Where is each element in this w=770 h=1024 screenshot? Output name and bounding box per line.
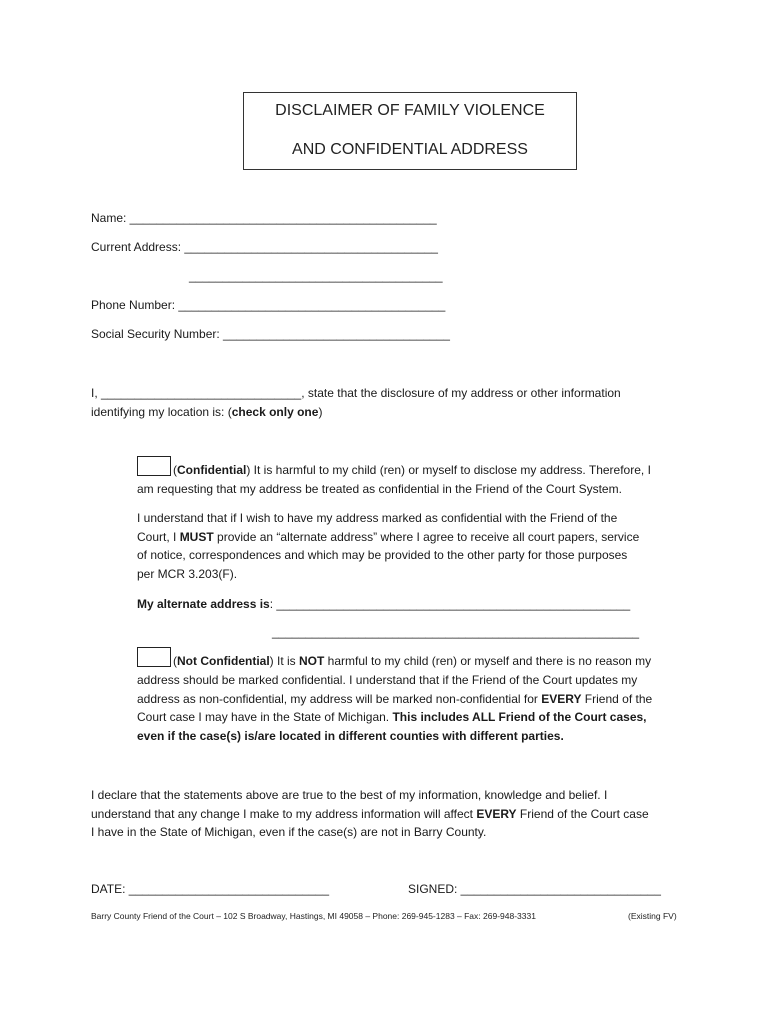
name-field[interactable]: Name: ______________________________________________ bbox=[91, 211, 437, 225]
declaration-line-2 bbox=[91, 805, 649, 824]
not-confidential-line-4-bold: This includes ALL Friend of the Court cases, bbox=[392, 710, 647, 724]
not-confidential-line-3-a: address as non-confidential, my address will be marked non-confidential for bbox=[137, 691, 542, 706]
not-confidential-paragraph bbox=[137, 671, 652, 745]
confidential-p2-line-1: I understand that if I wish to have my address marked as confidential with the Friend of the bbox=[137, 511, 618, 525]
not-confidential-line-1 bbox=[173, 652, 651, 671]
alternate-address-line-2[interactable]: _______________________________________________________ bbox=[272, 625, 640, 639]
statement-line-2-text: identifying my location is: ( bbox=[91, 404, 232, 419]
check-only-one-label: check only one bbox=[231, 404, 319, 419]
not-confidential-line-4 bbox=[137, 708, 652, 727]
not-confidential-line-5-bold: even if the case(s) is/are located in different counties with different parties. bbox=[137, 728, 564, 743]
alternate-address-field[interactable] bbox=[137, 595, 630, 614]
not-confidential-line-4-a: Court case I may have in the State of Michigan. bbox=[137, 710, 393, 724]
every-emphasis: EVERY bbox=[541, 691, 582, 706]
confidential-p2-line-2 bbox=[137, 528, 639, 547]
current-address-field-line2[interactable]: ______________________________________ bbox=[189, 269, 443, 283]
statement-line-1[interactable]: I, ______________________________, state that the disclosure of my address or other information bbox=[91, 386, 621, 400]
date-field[interactable]: DATE: ______________________________ bbox=[91, 882, 329, 896]
footer-address: Barry County Friend of the Court – 102 S Broadway, Hastings, MI 49058 – Phone: 269-945-1283 – Fax: 269-948-3331 bbox=[91, 911, 536, 921]
declaration-line-1: I declare that the statements above are true to the best of my information, knowledge and belief. I bbox=[91, 788, 608, 802]
confidential-p2-line-3: of notice, correspondences and which may be provided to the other party for those purposes bbox=[137, 548, 628, 562]
not-confidential-line-2: address should be marked confidential. I understand that if the Friend of the Court updates my bbox=[137, 673, 638, 687]
not-confidential-line-1-b: harmful to my child (ren) or myself and there is no reason my bbox=[324, 654, 652, 668]
not-confidential-line-1-a: ) It is bbox=[269, 654, 299, 668]
statement-paragraph bbox=[91, 384, 621, 421]
declaration-line-3: I have in the State of Michigan, even if the case(s) are not in Barry County. bbox=[91, 825, 487, 839]
statement-line-2 bbox=[91, 403, 621, 422]
confidential-label: Confidential bbox=[177, 463, 247, 477]
confidential-line-2: am requesting that my address be treated as confidential in the Friend of the Court System. bbox=[137, 482, 622, 496]
confidential-p2-line-2-b: provide an “alternate address” where I agree to receive all court papers, service bbox=[213, 529, 640, 544]
declaration-line-2-a: understand that any change I make to my address information will affect bbox=[91, 806, 477, 821]
confidential-line-1 bbox=[173, 461, 651, 480]
alternate-address-label: My alternate address is bbox=[137, 597, 270, 611]
confidential-paragraph-2 bbox=[137, 509, 639, 583]
title-line-2: AND CONFIDENTIAL ADDRESS bbox=[292, 141, 528, 158]
not-confidential-line-5 bbox=[137, 727, 652, 746]
confidential-checkbox[interactable] bbox=[137, 456, 171, 476]
confidential-p2-line-4: per MCR 3.203(F). bbox=[137, 566, 238, 581]
ssn-field[interactable]: Social Security Number: __________________________________ bbox=[91, 327, 450, 341]
paren-open: ( bbox=[173, 654, 177, 668]
confidential-p2-line-2-a: Court, I bbox=[137, 529, 180, 544]
must-emphasis: MUST bbox=[179, 529, 214, 544]
current-address-field[interactable]: Current Address: ______________________________________ bbox=[91, 240, 438, 254]
not-confidential-line-3-b: Friend of the bbox=[581, 691, 653, 706]
paren-open: ( bbox=[173, 463, 177, 477]
not-confidential-label: Not Confidential bbox=[177, 654, 270, 668]
title-line-1: DISCLAIMER OF FAMILY VIOLENCE bbox=[275, 102, 545, 119]
signed-field[interactable]: SIGNED: ______________________________ bbox=[408, 882, 661, 896]
statement-line-2-close: ) bbox=[318, 404, 323, 419]
alternate-address-line-1[interactable]: : _____________________________________________________ bbox=[269, 597, 631, 611]
declaration-line-2-b: Friend of the Court case bbox=[516, 806, 649, 821]
not-emphasis: NOT bbox=[299, 654, 325, 668]
confidential-line-1-text: ) It is harmful to my child (ren) or myself to disclose my address. Therefore, I bbox=[246, 463, 651, 477]
not-confidential-checkbox[interactable] bbox=[137, 647, 171, 667]
footer-code: (Existing FV) bbox=[628, 911, 677, 921]
declaration-paragraph bbox=[91, 786, 649, 842]
title-box bbox=[243, 92, 577, 170]
not-confidential-line-3 bbox=[137, 690, 652, 709]
every-emphasis: EVERY bbox=[476, 806, 517, 821]
phone-number-field[interactable]: Phone Number: ________________________________________ bbox=[91, 298, 446, 312]
